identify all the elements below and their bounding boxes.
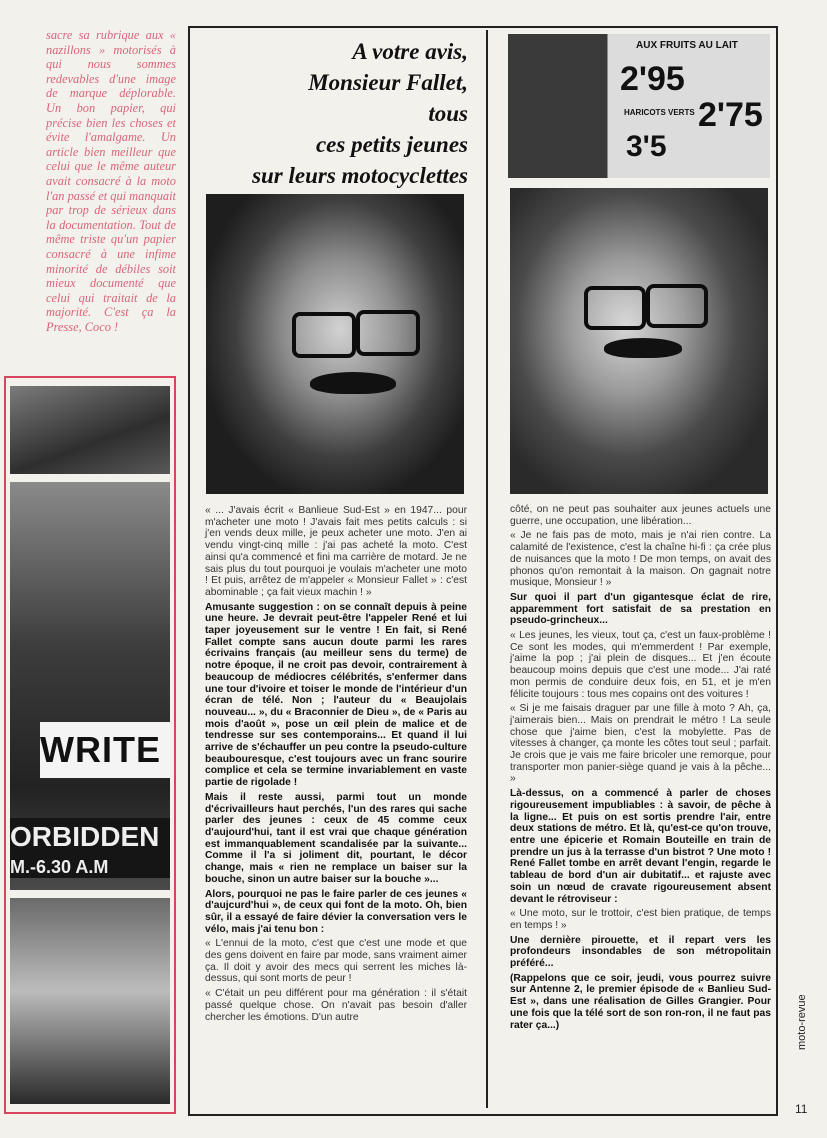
page-number: 11 — [795, 1102, 808, 1116]
paragraph: Sur quoi il part d'un gigantesque éclat de rire, apparemment fort satisfait de sa prestation en pseudo-grincheux... — [510, 591, 771, 627]
paragraph: Mais il reste aussi, parmi tout un monde d'écrivailleurs haut perchés, l'un des rares qui sache parler des jeunes : ceux de 45 comme ceux d'aujourd'hui, tant il est vrai que chaque génération est immanquablement scandalisée par la suivante... Comme il l'a si joliment dit, pourtant, le décor change, mais « rien ne remplace un baiser sur la bouche, sinon un autre baiser sur la bouche »... — [205, 791, 467, 885]
photo-fishing — [10, 898, 170, 1104]
glasses-lens-left — [292, 312, 356, 358]
paragraph: Amusante suggestion : on se connaît depuis à peine une heure. Je devrait peut-être l'appeler René et lui taper joyeusement sur le ventre ! En fait, si René Fallet compte sans aucun doute parmi les rares écrivains français (au meilleur sens du terme) de notre époque, il ne croit pas devoir, contrairement à beaucoup de médiocres célébrités, s'enfermer dans une tour d'ivoire et toiser le monde de l'intérieur d'un écran de télé. Non ; l'auteur du « Beaujolais nouveau... », du « Braconnier de Dieu », de « Paris au mois d'août », pose un œil plein de malice et de tendresse sur ses contemporains... Et quand il lui arrive de s'échauffer un peu contre la pseudo-culture beaubouresque, c'est toujours avec un franc sourire complice et cela se termine invariablement en vaste partie de rigolade ! — [205, 601, 467, 789]
shop-sign-top: AUX FRUITS AU LAIT — [636, 40, 738, 51]
mustache — [604, 338, 682, 358]
portrait-fallet-left — [206, 194, 464, 494]
glasses-lens-left — [584, 286, 646, 330]
shop-price-2: 2'75 — [698, 96, 763, 134]
headline-line: ces petits jeunes — [315, 132, 468, 157]
sign-forbidden-text: ORBIDDEN — [10, 821, 160, 852]
paragraph: « Les jeunes, les vieux, tout ça, c'est un faux-problème ! Ce sont les modes, qui m'emmerdent ! Par exemple, j'aime la pop ; j'ai plein de disques... Et j'en écoute beaucoup moins depuis que c'est une mode... J'ai raté mon permis de conduire deux fois, en 51, et je m'en félicite toujours : tous mes copains ont des voitures ! — [510, 630, 771, 700]
headline-line: A votre avis, — [352, 39, 468, 64]
paragraph: côté, on ne peut pas souhaiter aux jeunes actuels une guerre, une occupation, une libération... — [510, 504, 771, 527]
photo-motorcyclist — [10, 386, 170, 474]
paragraph: « L'ennui de la moto, c'est que c'est une mode et que des gens doivent en faire par mode, sans vraiment aimer ça. Il doit y avoir des mecs qui serrent les miches là-dessus, qui sont morts de peur ! — [205, 938, 467, 985]
shop-price-3: 3'5 — [626, 130, 667, 163]
sign-write: WRITE — [40, 722, 170, 778]
paragraph: « Une moto, sur le trottoir, c'est bien pratique, de temps en temps ! » — [510, 908, 771, 931]
headline-line: Monsieur Fallet, — [308, 70, 468, 95]
glasses-lens-right — [356, 310, 420, 356]
magazine-name: moto-revue — [796, 994, 808, 1050]
shop-price-1: 2'95 — [620, 60, 685, 98]
headline-line: tous — [428, 101, 468, 126]
mustache — [310, 372, 396, 394]
sign-hours-text: M.-6.30 A.M — [10, 857, 109, 877]
photo-shop-window — [508, 34, 770, 178]
photo-man-at-window — [10, 482, 170, 890]
glasses-lens-right — [646, 284, 708, 328]
paragraph: « ... J'avais écrit « Banlieue Sud-Est » en 1947... pour m'acheter une moto ! J'avais fait mes petits calculs : si j'en vends deux mille, je peux acheter une moto. J'en ai vendu vingt-cinq mille : j'ai pas acheté la moto. C'est ainsi qu'a commencé et fini ma carrière de motard. Je ne sais plus du tout pourquoi je voulais m'acheter une moto ! Et puis, arrêtez de m'appeler « Monsieur Fallet » : c'est abominable ; ça fait vieux machin ! » — [205, 505, 467, 598]
paragraph: « Je ne fais pas de moto, mais je n'ai rien contre. La calamité de l'existence, c'est la chaîne hi-fi : ça crée plus de nuisances que la moto ! De mon temps, on avait des phonos qu'on remontait à la maison. On gagnait notre musique, Monsieur ! » — [510, 530, 771, 589]
article-column-right — [510, 504, 771, 1034]
shop-label: HARICOTS VERTS — [624, 108, 695, 117]
sidebar-commentary — [46, 28, 176, 334]
paragraph: Là-dessus, on a commencé à parler de choses rigoureusement impubliables : à savoir, de pêche à la ligne... Et puis on est sortis prendre l'air, entre deux stations de métro. Et là, qu'est-ce qu'on trouve, entre une épicerie et Romain Bouteille en train de prendre un jus à la terrasse d'un bistrot ? Une moto ! René Fallet tombe en arrêt devant l'engin, regarde le tableau de bord d'un air dubitatif... et rajuste avec soin un nœud de cravate rigoureusement absent devant le rétroviseur : — [510, 788, 771, 905]
column-divider — [486, 30, 488, 1108]
portrait-fallet-right — [510, 188, 768, 494]
headline-line: sur leurs motocyclettes — [252, 163, 468, 188]
paragraph: Alors, pourquoi ne pas le faire parler de ces jeunes « d'aujcurd'hui », de ceux qui font de la moto. Oh, bien sûr, il a essayé de faire dévier la conversation vers le vélo, mais j'ai tenu bon : — [205, 888, 467, 935]
sidebar-text: sacre sa rubrique aux « nazillons » motorisés à qui nous sommes redevables d'une image de marque déplorable. Un bon papier, qui précise bien les choses et évite l'amalgame. Un article bien meilleur que celui que le même auteur avait consacré à la moto l'an passé et qui manquait par trop de sérieux dans la documentation. Tout de même triste qu'un papier consacré à une infime minorité de débiles soit mieux documenté que celui qui traitait de la majorité. C'est ça la Presse, Coco ! — [46, 28, 176, 334]
sign-forbidden — [10, 818, 170, 878]
paragraph: Une dernière pirouette, et il repart vers les profondeurs insondables de son métropolitain préféré... — [510, 934, 771, 970]
article-column-left — [205, 505, 467, 1026]
paragraph: (Rappelons que ce soir, jeudi, vous pourrez suivre sur Antenne 2, le premier épisode de « Banlieu Sud-Est », dans une réalisation de Gilles Grangier. Pour une fois que la télé sort de son ron-ron, il ne faut pas rater ça...) — [510, 972, 771, 1031]
article-headline — [196, 36, 468, 191]
paragraph: « Si je me faisais draguer par une fille à moto ? Ah, ça, j'aimerais bien... Mais on prendrait le métro ! La seule chose que j'aime bien, c'est la mobylette. Pas de vitesses à changer, ça monte les côtes tout seul ; parfait. Je crois que je vais me faire bricoler une remorque, pour transporter mon panier-siège quand je vais à la pêche... » — [510, 703, 771, 785]
photo-strip — [4, 376, 176, 1114]
paragraph: « C'était un peu différent pour ma génération : il s'était passé quelque chose. On n'avait pas besoin d'aller chercher les émotions. D'un autre — [205, 988, 467, 1023]
